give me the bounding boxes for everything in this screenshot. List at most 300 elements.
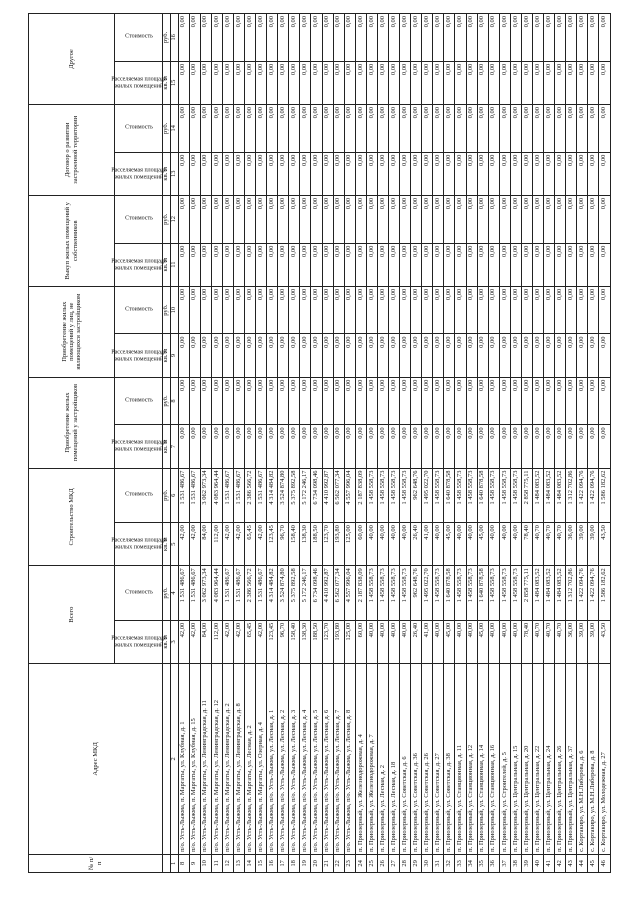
row-zero-value: 0,00 bbox=[211, 425, 222, 468]
row-number: 40 bbox=[533, 854, 544, 872]
row-zero-value: 0,00 bbox=[333, 14, 344, 62]
row-zero-value: 0,00 bbox=[322, 61, 333, 104]
row-zero-value: 0,00 bbox=[555, 152, 566, 195]
row-zero-value: 0,00 bbox=[521, 377, 532, 425]
row-total-area: 40,00 bbox=[366, 620, 377, 663]
unit-cost: руб. bbox=[163, 566, 171, 621]
subheader-cost-label: Стоимость bbox=[124, 125, 153, 132]
row-zero-value: 0,00 bbox=[400, 334, 411, 377]
row-zero-value: 0,00 bbox=[588, 61, 599, 104]
column-number: 13 bbox=[171, 152, 179, 195]
row-construction-area: 78,40 bbox=[521, 523, 532, 566]
row-zero-value: 0,00 bbox=[311, 243, 322, 286]
row-zero-value: 0,00 bbox=[566, 61, 577, 104]
table-row bbox=[267, 14, 278, 873]
row-zero-value: 0,00 bbox=[311, 425, 322, 468]
row-zero-value: 0,00 bbox=[178, 243, 189, 286]
row-number: 22 bbox=[333, 854, 344, 872]
row-number: 12 bbox=[222, 854, 233, 872]
row-construction-area: 45,00 bbox=[477, 523, 488, 566]
row-address: п. Приозерный, ул. Советская, д. 26 bbox=[422, 663, 433, 854]
row-zero-value: 0,00 bbox=[544, 425, 555, 468]
row-zero-value: 0,00 bbox=[477, 334, 488, 377]
row-total-area: 40,00 bbox=[433, 620, 444, 663]
row-construction-cost: 1 458 558,73 bbox=[466, 468, 477, 523]
row-zero-value: 0,00 bbox=[189, 195, 200, 243]
row-address: п/о. Усть-Лыжма, п. Маргаты, ул. Клубная, д. 15 bbox=[189, 663, 200, 854]
row-zero-value: 0,00 bbox=[388, 104, 399, 152]
row-zero-value: 0,00 bbox=[433, 425, 444, 468]
row-zero-value: 0,00 bbox=[278, 425, 289, 468]
table-row bbox=[544, 14, 555, 873]
row-zero-value: 0,00 bbox=[510, 152, 521, 195]
row-zero-value: 0,00 bbox=[333, 243, 344, 286]
row-construction-area: 40,70 bbox=[544, 523, 555, 566]
row-construction-area: 138,30 bbox=[300, 523, 311, 566]
row-zero-value: 0,00 bbox=[289, 61, 300, 104]
row-address: п. Приозерный, ул. Лесная, д. 2 bbox=[377, 663, 388, 854]
row-zero-value: 0,00 bbox=[377, 334, 388, 377]
subheader-area-label: Расселяемая площадь жилых помещений bbox=[110, 635, 167, 648]
table-row bbox=[355, 14, 366, 873]
row-total-area: 42,00 bbox=[233, 620, 244, 663]
row-zero-value: 0,00 bbox=[521, 152, 532, 195]
row-number: 28 bbox=[400, 854, 411, 872]
row-zero-value: 0,00 bbox=[455, 243, 466, 286]
header-num: № п/п bbox=[29, 854, 163, 872]
row-zero-value: 0,00 bbox=[244, 104, 255, 152]
row-zero-value: 0,00 bbox=[521, 195, 532, 243]
row-zero-value: 0,00 bbox=[422, 286, 433, 334]
row-zero-value: 0,00 bbox=[488, 334, 499, 377]
row-zero-value: 0,00 bbox=[311, 377, 322, 425]
header-row-groups bbox=[29, 14, 115, 873]
table-row bbox=[422, 14, 433, 873]
row-total-area: 138,30 bbox=[300, 620, 311, 663]
row-total-cost: 1 484 083,52 bbox=[555, 566, 566, 621]
row-zero-value: 0,00 bbox=[322, 334, 333, 377]
row-zero-value: 0,00 bbox=[444, 152, 455, 195]
row-zero-value: 0,00 bbox=[388, 152, 399, 195]
resettlement-table-sheet bbox=[28, 13, 611, 873]
row-zero-value: 0,00 bbox=[455, 104, 466, 152]
row-zero-value: 0,00 bbox=[433, 61, 444, 104]
table-row bbox=[455, 14, 466, 873]
table-row bbox=[322, 14, 333, 873]
row-zero-value: 0,00 bbox=[355, 152, 366, 195]
row-construction-area: 96,70 bbox=[278, 523, 289, 566]
row-zero-value: 0,00 bbox=[267, 334, 278, 377]
table-row bbox=[189, 14, 200, 873]
row-total-cost: 3 524 874,80 bbox=[278, 566, 289, 621]
row-zero-value: 0,00 bbox=[433, 243, 444, 286]
row-zero-value: 0,00 bbox=[267, 195, 278, 243]
header-group-other: Другое bbox=[29, 14, 115, 105]
row-zero-value: 0,00 bbox=[444, 14, 455, 62]
row-total-area: 40,00 bbox=[400, 620, 411, 663]
row-zero-value: 0,00 bbox=[178, 14, 189, 62]
row-zero-value: 0,00 bbox=[200, 104, 211, 152]
row-zero-value: 0,00 bbox=[256, 152, 267, 195]
row-zero-value: 0,00 bbox=[466, 425, 477, 468]
row-zero-value: 0,00 bbox=[577, 14, 588, 62]
row-total-cost: 1 484 083,52 bbox=[544, 566, 555, 621]
row-address: п/о. Усть-Лыжма, п/о. Усть-Лыжма, ул. Лесная, д. 6 bbox=[322, 663, 333, 854]
row-zero-value: 0,00 bbox=[466, 152, 477, 195]
row-zero-value: 0,00 bbox=[466, 377, 477, 425]
row-total-area: 26,40 bbox=[411, 620, 422, 663]
row-construction-cost: 1 458 558,73 bbox=[510, 468, 521, 523]
row-total-area: 112,00 bbox=[211, 620, 222, 663]
row-construction-area: 41,00 bbox=[422, 523, 433, 566]
row-zero-value: 0,00 bbox=[222, 377, 233, 425]
row-zero-value: 0,00 bbox=[300, 243, 311, 286]
row-zero-value: 0,00 bbox=[544, 195, 555, 243]
row-zero-value: 0,00 bbox=[488, 243, 499, 286]
row-number: 24 bbox=[355, 854, 366, 872]
row-zero-value: 0,00 bbox=[433, 334, 444, 377]
row-zero-value: 0,00 bbox=[555, 243, 566, 286]
row-construction-area: 60,00 bbox=[355, 523, 366, 566]
row-zero-value: 0,00 bbox=[599, 61, 611, 104]
column-number: 9 bbox=[171, 334, 179, 377]
row-total-cost: 1 458 558,73 bbox=[388, 566, 399, 621]
row-zero-value: 0,00 bbox=[233, 14, 244, 62]
row-total-cost: 2 187 838,09 bbox=[355, 566, 366, 621]
row-zero-value: 0,00 bbox=[200, 243, 211, 286]
row-construction-cost: 4 314 484,82 bbox=[267, 468, 278, 523]
row-zero-value: 0,00 bbox=[510, 195, 521, 243]
row-construction-cost: 1 495 022,70 bbox=[422, 468, 433, 523]
row-construction-cost: 1 458 558,73 bbox=[499, 468, 510, 523]
column-number: 2 bbox=[171, 663, 179, 854]
row-zero-value: 0,00 bbox=[355, 61, 366, 104]
table-row bbox=[599, 14, 611, 873]
row-zero-value: 0,00 bbox=[544, 104, 555, 152]
row-total-area: 40,70 bbox=[533, 620, 544, 663]
row-construction-area: 158,40 bbox=[289, 523, 300, 566]
row-zero-value: 0,00 bbox=[499, 425, 510, 468]
row-construction-area: 40,70 bbox=[555, 523, 566, 566]
row-total-area: 45,00 bbox=[477, 620, 488, 663]
row-zero-value: 0,00 bbox=[300, 61, 311, 104]
row-total-area: 42,00 bbox=[222, 620, 233, 663]
row-zero-value: 0,00 bbox=[267, 425, 278, 468]
row-address: п. Приозерный, ул. Центральная, д. 26 bbox=[555, 663, 566, 854]
row-zero-value: 0,00 bbox=[588, 152, 599, 195]
row-zero-value: 0,00 bbox=[289, 286, 300, 334]
row-zero-value: 0,00 bbox=[388, 61, 399, 104]
row-zero-value: 0,00 bbox=[222, 104, 233, 152]
row-zero-value: 0,00 bbox=[477, 195, 488, 243]
table-row bbox=[311, 14, 322, 873]
table-row bbox=[411, 14, 422, 873]
row-zero-value: 0,00 bbox=[300, 334, 311, 377]
row-zero-value: 0,00 bbox=[533, 286, 544, 334]
row-zero-value: 0,00 bbox=[422, 61, 433, 104]
row-zero-value: 0,00 bbox=[422, 243, 433, 286]
row-zero-value: 0,00 bbox=[400, 61, 411, 104]
row-zero-value: 0,00 bbox=[499, 61, 510, 104]
row-zero-value: 0,00 bbox=[355, 286, 366, 334]
row-zero-value: 0,00 bbox=[355, 104, 366, 152]
row-zero-value: 0,00 bbox=[566, 377, 577, 425]
row-zero-value: 0,00 bbox=[322, 377, 333, 425]
row-number: 26 bbox=[377, 854, 388, 872]
row-address: п/о. Усть-Лыжма, п. Маргаты, ул. Ленинградская, д. 8 bbox=[233, 663, 244, 854]
table-row bbox=[433, 14, 444, 873]
row-total-cost: 4 083 964,44 bbox=[211, 566, 222, 621]
row-total-area: 41,00 bbox=[422, 620, 433, 663]
row-zero-value: 0,00 bbox=[577, 286, 588, 334]
row-zero-value: 0,00 bbox=[344, 286, 355, 334]
row-total-cost: 1 531 486,67 bbox=[233, 566, 244, 621]
row-total-area: 40,00 bbox=[510, 620, 521, 663]
row-zero-value: 0,00 bbox=[178, 425, 189, 468]
row-zero-value: 0,00 bbox=[211, 377, 222, 425]
header-row-col-numbers bbox=[171, 14, 179, 873]
row-total-area: 36,00 bbox=[566, 620, 577, 663]
row-zero-value: 0,00 bbox=[222, 334, 233, 377]
row-zero-value: 0,00 bbox=[499, 152, 510, 195]
row-zero-value: 0,00 bbox=[577, 61, 588, 104]
row-zero-value: 0,00 bbox=[499, 104, 510, 152]
table-row bbox=[400, 14, 411, 873]
row-zero-value: 0,00 bbox=[377, 377, 388, 425]
row-number: 25 bbox=[366, 854, 377, 872]
row-zero-value: 0,00 bbox=[267, 243, 278, 286]
row-address: п/о. Усть-Лыжма, п/о. Усть-Лыжма, ул. Лесная, д. 2 bbox=[278, 663, 289, 854]
row-zero-value: 0,00 bbox=[400, 286, 411, 334]
row-zero-value: 0,00 bbox=[577, 152, 588, 195]
row-zero-value: 0,00 bbox=[267, 152, 278, 195]
row-zero-value: 0,00 bbox=[256, 61, 267, 104]
row-address: п. Приозерный, ул. Центральная, д. 37 bbox=[566, 663, 577, 854]
row-construction-area: 42,00 bbox=[233, 523, 244, 566]
row-zero-value: 0,00 bbox=[444, 195, 455, 243]
row-zero-value: 0,00 bbox=[366, 195, 377, 243]
subheader-cost bbox=[115, 566, 163, 621]
row-address: п/о. Усть-Лыжма, п/о. Усть-Лыжма, ул. Лесная, д. 3 bbox=[289, 663, 300, 854]
row-number: 44 bbox=[577, 854, 588, 872]
row-zero-value: 0,00 bbox=[355, 425, 366, 468]
row-number: 33 bbox=[455, 854, 466, 872]
row-zero-value: 0,00 bbox=[488, 286, 499, 334]
row-construction-cost: 6 734 098,46 bbox=[311, 468, 322, 523]
row-zero-value: 0,00 bbox=[377, 104, 388, 152]
table-row bbox=[488, 14, 499, 873]
row-zero-value: 0,00 bbox=[222, 425, 233, 468]
row-zero-value: 0,00 bbox=[344, 104, 355, 152]
row-zero-value: 0,00 bbox=[555, 334, 566, 377]
row-total-cost: 1 458 558,73 bbox=[433, 566, 444, 621]
table-row bbox=[211, 14, 222, 873]
row-construction-area: 40,70 bbox=[533, 523, 544, 566]
row-address: п. Приозерный, ул. Советская, д. 38 bbox=[444, 663, 455, 854]
row-construction-cost: 1 458 558,73 bbox=[455, 468, 466, 523]
row-zero-value: 0,00 bbox=[533, 152, 544, 195]
row-zero-value: 0,00 bbox=[300, 425, 311, 468]
table-row bbox=[244, 14, 255, 873]
row-construction-cost: 1 422 094,76 bbox=[577, 468, 588, 523]
row-address: п/о. Усть-Лыжма, п. Маргаты, ул. Ленинградская, д. 11 bbox=[200, 663, 211, 854]
row-zero-value: 0,00 bbox=[333, 334, 344, 377]
row-construction-cost: 1 458 558,73 bbox=[388, 468, 399, 523]
row-total-area: 42,00 bbox=[178, 620, 189, 663]
row-address: с. Кортакиро, ул. Молодежная, д. 27 bbox=[599, 663, 611, 854]
row-zero-value: 0,00 bbox=[200, 425, 211, 468]
row-total-cost: 1 531 486,67 bbox=[189, 566, 200, 621]
subheader-area-label: Расселяемая площадь жилых помещений bbox=[110, 537, 167, 551]
row-zero-value: 0,00 bbox=[256, 104, 267, 152]
row-total-cost: 5 172 246,17 bbox=[300, 566, 311, 621]
row-zero-value: 0,00 bbox=[588, 104, 599, 152]
row-zero-value: 0,00 bbox=[555, 286, 566, 334]
row-total-cost: 1 458 558,73 bbox=[510, 566, 521, 621]
row-total-area: 40,70 bbox=[555, 620, 566, 663]
row-zero-value: 0,00 bbox=[355, 14, 366, 62]
row-total-area: 158,40 bbox=[289, 620, 300, 663]
unit-area: кв. м bbox=[163, 152, 171, 195]
subheader-area-label: Расселяемая площадь жилых помещений bbox=[110, 167, 167, 180]
row-zero-value: 0,00 bbox=[577, 104, 588, 152]
row-zero-value: 0,00 bbox=[233, 425, 244, 468]
subheader-cost bbox=[115, 104, 163, 152]
row-zero-value: 0,00 bbox=[577, 243, 588, 286]
row-address: п/о. Усть-Лыжма, п/о. Усть-Лыжма, ул. Лесная, д. 8 bbox=[344, 663, 355, 854]
row-zero-value: 0,00 bbox=[311, 14, 322, 62]
row-total-cost: 1 422 094,76 bbox=[588, 566, 599, 621]
row-zero-value: 0,00 bbox=[566, 152, 577, 195]
row-zero-value: 0,00 bbox=[278, 243, 289, 286]
row-zero-value: 0,00 bbox=[521, 243, 532, 286]
row-zero-value: 0,00 bbox=[189, 14, 200, 62]
row-zero-value: 0,00 bbox=[510, 61, 521, 104]
row-zero-value: 0,00 bbox=[344, 243, 355, 286]
row-zero-value: 0,00 bbox=[300, 377, 311, 425]
row-number: 13 bbox=[233, 854, 244, 872]
row-zero-value: 0,00 bbox=[278, 195, 289, 243]
header-address: Адрес МКД bbox=[29, 663, 163, 854]
row-zero-value: 0,00 bbox=[211, 61, 222, 104]
row-total-area: 123,70 bbox=[322, 620, 333, 663]
row-construction-area: 188,50 bbox=[311, 523, 322, 566]
table-row bbox=[366, 14, 377, 873]
table-row bbox=[477, 14, 488, 873]
row-zero-value: 0,00 bbox=[599, 286, 611, 334]
row-zero-value: 0,00 bbox=[377, 61, 388, 104]
row-construction-area: 39,00 bbox=[577, 523, 588, 566]
row-total-cost: 1 458 558,73 bbox=[488, 566, 499, 621]
row-zero-value: 0,00 bbox=[211, 152, 222, 195]
row-zero-value: 0,00 bbox=[400, 243, 411, 286]
row-total-cost: 1 531 486,67 bbox=[178, 566, 189, 621]
row-zero-value: 0,00 bbox=[233, 152, 244, 195]
row-total-cost: 1 422 094,76 bbox=[577, 566, 588, 621]
row-address: п. Приозерный, ул. Центральная, д. 15 bbox=[510, 663, 521, 854]
row-address: п. Приозерный, ул. Центральная, д. 24 bbox=[544, 663, 555, 854]
row-zero-value: 0,00 bbox=[466, 104, 477, 152]
row-zero-value: 0,00 bbox=[588, 377, 599, 425]
unit-area: кв. м bbox=[163, 61, 171, 104]
row-zero-value: 0,00 bbox=[377, 286, 388, 334]
row-zero-value: 0,00 bbox=[588, 195, 599, 243]
row-zero-value: 0,00 bbox=[322, 195, 333, 243]
table-row bbox=[388, 14, 399, 873]
row-zero-value: 0,00 bbox=[388, 14, 399, 62]
row-construction-cost: 5 375 892,58 bbox=[289, 468, 300, 523]
row-total-cost: 1 458 558,73 bbox=[466, 566, 477, 621]
row-zero-value: 0,00 bbox=[366, 14, 377, 62]
row-zero-value: 0,00 bbox=[433, 152, 444, 195]
table-row bbox=[278, 14, 289, 873]
row-zero-value: 0,00 bbox=[311, 152, 322, 195]
row-zero-value: 0,00 bbox=[466, 243, 477, 286]
row-total-area: 40,00 bbox=[455, 620, 466, 663]
row-zero-value: 0,00 bbox=[333, 104, 344, 152]
row-zero-value: 0,00 bbox=[411, 377, 422, 425]
row-zero-value: 0,00 bbox=[256, 243, 267, 286]
row-zero-value: 0,00 bbox=[244, 286, 255, 334]
row-zero-value: 0,00 bbox=[233, 334, 244, 377]
row-construction-cost: 1 531 486,67 bbox=[222, 468, 233, 523]
row-zero-value: 0,00 bbox=[444, 425, 455, 468]
unit-cost: руб. bbox=[163, 286, 171, 334]
row-zero-value: 0,00 bbox=[355, 377, 366, 425]
row-zero-value: 0,00 bbox=[189, 61, 200, 104]
table-row bbox=[344, 14, 355, 873]
row-zero-value: 0,00 bbox=[499, 243, 510, 286]
row-construction-area: 26,40 bbox=[411, 523, 422, 566]
row-total-cost: 4 557 996,04 bbox=[344, 566, 355, 621]
table-row bbox=[499, 14, 510, 873]
unit-cost: руб. bbox=[163, 195, 171, 243]
row-zero-value: 0,00 bbox=[510, 104, 521, 152]
unit-cost: руб. bbox=[163, 377, 171, 425]
row-zero-value: 0,00 bbox=[422, 152, 433, 195]
row-zero-value: 0,00 bbox=[510, 334, 521, 377]
header-group-development-contract: Договор о развитии застроенной территории bbox=[29, 104, 115, 195]
row-construction-cost: 3 524 874,80 bbox=[278, 468, 289, 523]
row-number: 17 bbox=[278, 854, 289, 872]
row-zero-value: 0,00 bbox=[521, 286, 532, 334]
row-construction-cost: 1 458 558,73 bbox=[433, 468, 444, 523]
row-total-cost: 4 410 992,87 bbox=[322, 566, 333, 621]
row-total-area: 43,50 bbox=[599, 620, 611, 663]
row-zero-value: 0,00 bbox=[377, 195, 388, 243]
row-total-area: 40,00 bbox=[499, 620, 510, 663]
row-zero-value: 0,00 bbox=[189, 286, 200, 334]
row-construction-cost: 1 531 486,67 bbox=[256, 468, 267, 523]
row-zero-value: 0,00 bbox=[555, 195, 566, 243]
row-number: 27 bbox=[388, 854, 399, 872]
row-total-cost: 1 495 022,70 bbox=[422, 566, 433, 621]
row-zero-value: 0,00 bbox=[211, 195, 222, 243]
row-zero-value: 0,00 bbox=[289, 425, 300, 468]
row-total-area: 39,00 bbox=[577, 620, 588, 663]
row-zero-value: 0,00 bbox=[377, 243, 388, 286]
row-zero-value: 0,00 bbox=[189, 104, 200, 152]
row-construction-cost: 1 531 486,67 bbox=[189, 468, 200, 523]
row-zero-value: 0,00 bbox=[521, 14, 532, 62]
table-row bbox=[289, 14, 300, 873]
row-construction-area: 40,00 bbox=[488, 523, 499, 566]
row-zero-value: 0,00 bbox=[400, 152, 411, 195]
row-zero-value: 0,00 bbox=[377, 14, 388, 62]
row-zero-value: 0,00 bbox=[211, 104, 222, 152]
row-zero-value: 0,00 bbox=[222, 61, 233, 104]
row-zero-value: 0,00 bbox=[599, 152, 611, 195]
